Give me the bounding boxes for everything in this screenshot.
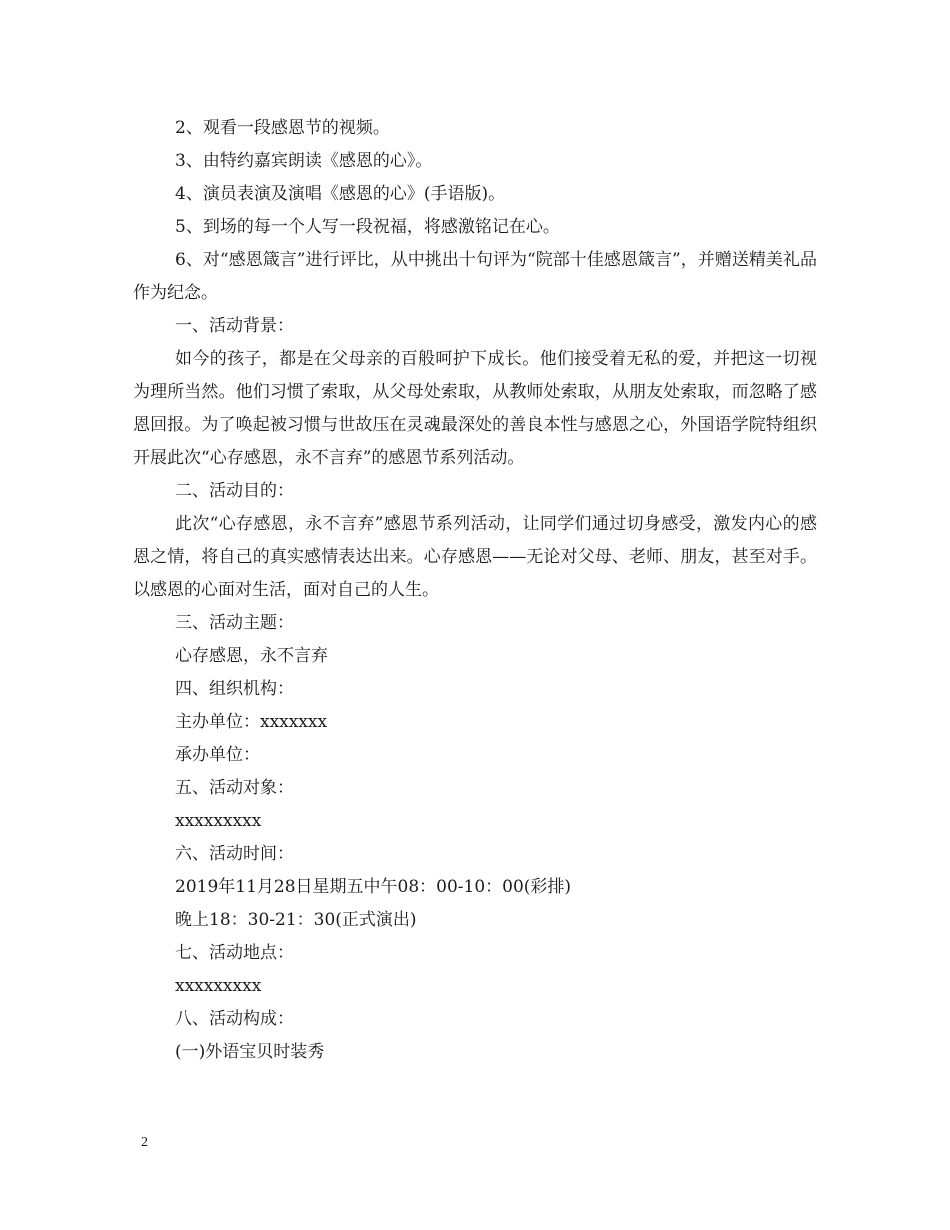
paragraph: 此次“心存感恩，永不言弃”感恩节系列活动，让同学们通过切身感受，激发内心的感恩之情，将自己的真实感情表达出来。心存感恩——无论对父母、老师、朋友，甚至对手。以感恩的心面对生活，面对自己的人生。 [133, 514, 817, 600]
paragraph: 4、演员表演及演唱《感恩的心》(手语版)。 [175, 184, 506, 204]
section-heading: 五、活动对象： [175, 778, 294, 798]
paragraph: xxxxxxxxx [175, 811, 262, 831]
paragraph: 6、对“感恩箴言”进行评比，从中挑出十句评为“院部十佳感恩箴言”，并赠送精美礼品作为纪念。 [133, 250, 817, 303]
section-heading: 四、组织机构： [175, 679, 294, 699]
section-heading: 八、活动构成： [175, 1009, 294, 1029]
page-number: 2 [141, 1135, 148, 1150]
document-body [133, 112, 817, 1069]
section-heading: 六、活动时间： [175, 844, 294, 864]
paragraph: 2019年11月28日星期五中午08：00-10：00(彩排) [175, 877, 572, 897]
section-heading: 七、活动地点： [175, 943, 294, 963]
section-heading: 三、活动主题： [175, 613, 294, 633]
paragraph: xxxxxxxxx [175, 976, 262, 996]
paragraph: 2、观看一段感恩节的视频。 [175, 118, 390, 138]
paragraph: (一)外语宝贝时装秀 [175, 1042, 325, 1062]
paragraph: 承办单位： [175, 745, 260, 765]
paragraph: 如今的孩子，都是在父母亲的百般呵护下成长。他们接受着无私的爱，并把这一切视为理所当然。他们习惯了索取，从父母处索取，从教师处索取，从朋友处索取，而忽略了感恩回报。为了唤起被习惯与世故压在灵魂最深处的善良本性与感恩之心，外国语学院特组织开展此次“心存感恩，永不言弃”的感恩节系列活动。 [133, 349, 817, 468]
section-heading: 二、活动目的： [175, 481, 294, 501]
paragraph: 心存感恩，永不言弃 [175, 646, 328, 666]
paragraph: 3、由特约嘉宾朗读《感恩的心》。 [175, 151, 433, 171]
paragraph: 晚上18：30-21：30(正式演出) [175, 910, 417, 930]
paragraph: 主办单位：xxxxxxx [175, 712, 328, 732]
paragraph: 5、到场的每一个人写一段祝福，将感激铭记在心。 [175, 217, 560, 237]
section-heading: 一、活动背景： [175, 316, 294, 336]
